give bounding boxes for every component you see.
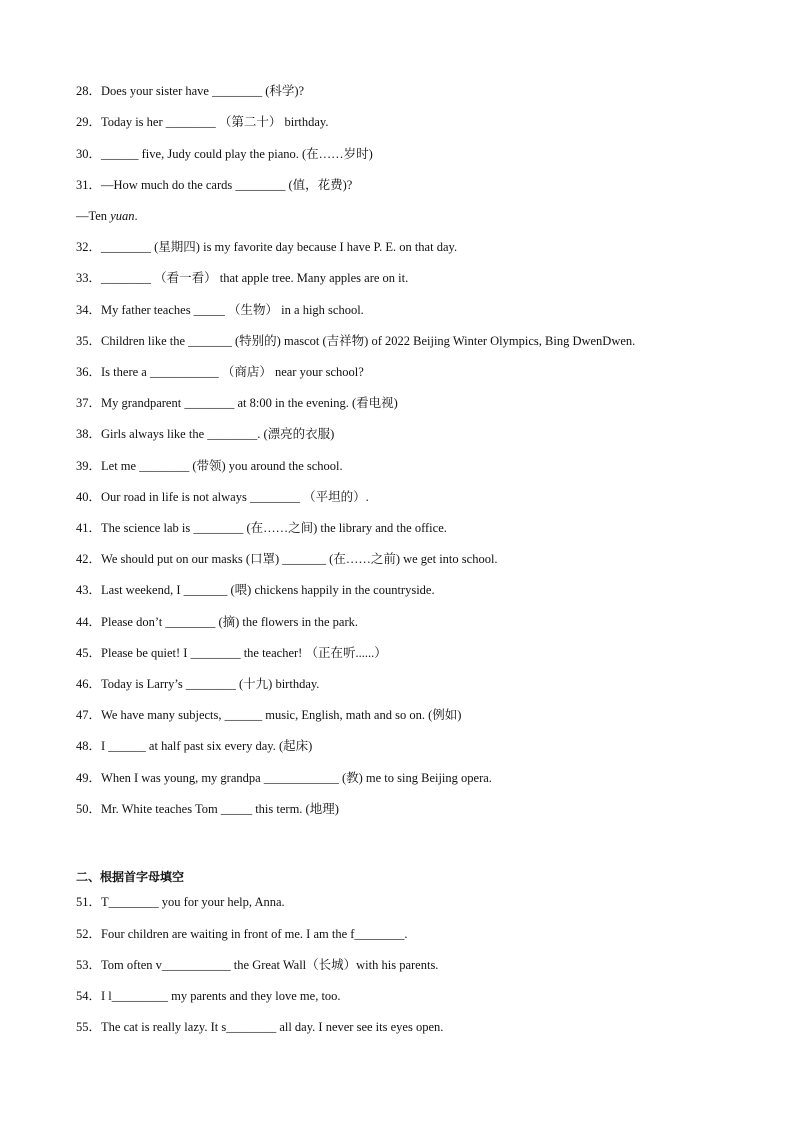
question-31-answer-line — [76, 208, 138, 224]
question-28 — [76, 83, 304, 99]
question-number: 49． — [76, 771, 102, 785]
question-40 — [76, 489, 369, 505]
question-30 — [76, 146, 373, 162]
question-text: ________ （看一看） that apple tree. Many apples are on it. — [101, 271, 409, 285]
question-text: I l_________ my parents and they love me, too. — [101, 989, 341, 1003]
question-50 — [76, 801, 339, 817]
section-heading: 二、根据首字母填空 — [76, 870, 185, 884]
question-number: 55． — [76, 1020, 102, 1034]
question-text: Please don’t ________ (摘) the flowers in the park. — [101, 615, 359, 629]
question-text: T________ you for your help, Anna. — [101, 895, 285, 909]
question-32 — [76, 239, 457, 255]
question-number: 28． — [76, 84, 102, 98]
question-text: ______ five, Judy could play the piano. (在……岁时) — [101, 147, 373, 161]
question-35 — [76, 333, 635, 349]
question-38 — [76, 426, 334, 442]
question-34 — [76, 302, 364, 318]
question-44 — [76, 614, 358, 630]
question-36 — [76, 364, 364, 380]
question-text: ________ (星期四) is my favorite day because I have P. E. on that day. — [101, 240, 458, 254]
question-text: Our road in life is not always ________ （平坦的）. — [101, 490, 369, 504]
question-number: 44． — [76, 615, 102, 629]
question-29 — [76, 114, 328, 130]
question-52 — [76, 926, 408, 942]
question-number: 31． — [76, 178, 102, 192]
question-number: 35． — [76, 334, 102, 348]
question-number: 53． — [76, 958, 102, 972]
question-37 — [76, 395, 398, 411]
question-text: The science lab is ________ (在……之间) the library and the office. — [101, 521, 447, 535]
question-text: I ______ at half past six every day. (起床) — [101, 739, 313, 753]
question-text: My father teaches _____ （生物） in a high school. — [101, 303, 364, 317]
question-number: 45． — [76, 646, 102, 660]
question-text: We have many subjects, ______ music, English, math and so on. (例如) — [101, 708, 462, 722]
question-text: Four children are waiting in front of me. I am the f________. — [101, 927, 408, 941]
question-number: 30． — [76, 147, 102, 161]
question-number: 39． — [76, 459, 102, 473]
question-text: Mr. White teaches Tom _____ this term. (地理) — [101, 802, 339, 816]
question-number: 29． — [76, 115, 102, 129]
question-53 — [76, 957, 438, 973]
question-55 — [76, 1019, 443, 1035]
question-number: 37． — [76, 396, 102, 410]
question-text: —How much do the cards ________ (值，花费)? — [101, 178, 353, 192]
question-text: Is there a ___________ （商店） near your school? — [101, 365, 364, 379]
question-number: 54． — [76, 989, 102, 1003]
question-text: Girls always like the ________. (漂亮的衣服) — [101, 427, 335, 441]
question-47 — [76, 707, 461, 723]
question-text: Tom often v___________ the Great Wall（长城）with his parents. — [101, 958, 439, 972]
question-54 — [76, 988, 341, 1004]
question-text: Please be quiet! I ________ the teacher! （正在听......） — [101, 646, 387, 660]
question-text: When I was young, my grandpa ____________ (教) me to sing Beijing opera. — [101, 771, 492, 785]
question-49 — [76, 770, 492, 786]
question-number: 36． — [76, 365, 102, 379]
question-number: 40． — [76, 490, 102, 504]
question-number: 51． — [76, 895, 102, 909]
question-number: 48． — [76, 739, 102, 753]
question-number: 52． — [76, 927, 102, 941]
question-text: Does your sister have ________ (科学)? — [101, 84, 305, 98]
question-number: 34． — [76, 303, 102, 317]
answer-text-c: . — [134, 209, 138, 223]
question-33 — [76, 270, 408, 286]
question-text: Today is her ________ （第二十） birthday. — [101, 115, 329, 129]
question-number: 47． — [76, 708, 102, 722]
question-number: 42． — [76, 552, 102, 566]
question-number: 41． — [76, 521, 102, 535]
question-31 — [76, 177, 352, 193]
question-41 — [76, 520, 447, 536]
question-text: We should put on our masks (口罩) _______ (在……之前) we get into school. — [101, 552, 498, 566]
question-number: 38． — [76, 427, 102, 441]
question-number: 43． — [76, 583, 102, 597]
question-51 — [76, 894, 285, 910]
question-number: 32． — [76, 240, 102, 254]
question-text: Children like the _______ (特别的) mascot (吉祥物) of 2022 Beijing Winter Olympics, Bing DwenDwen. — [101, 334, 636, 348]
answer-text-a: —Ten — [76, 209, 111, 223]
question-text: Last weekend, I _______ (喂) chickens happily in the countryside. — [101, 583, 435, 597]
question-number: 50． — [76, 802, 102, 816]
question-43 — [76, 582, 435, 598]
question-46 — [76, 676, 319, 692]
question-number: 46． — [76, 677, 102, 691]
question-39 — [76, 458, 343, 474]
question-48 — [76, 738, 312, 754]
answer-text-italic: yuan — [110, 209, 135, 223]
question-text: The cat is really lazy. It s________ all day. I never see its eyes open. — [101, 1020, 444, 1034]
question-number: 33． — [76, 271, 102, 285]
question-text: Let me ________ (带领) you around the school. — [101, 459, 343, 473]
question-42 — [76, 551, 498, 567]
question-text: Today is Larry’s ________ (十九) birthday. — [101, 677, 320, 691]
question-45 — [76, 645, 387, 661]
question-text: My grandparent ________ at 8:00 in the evening. (看电视) — [101, 396, 398, 410]
